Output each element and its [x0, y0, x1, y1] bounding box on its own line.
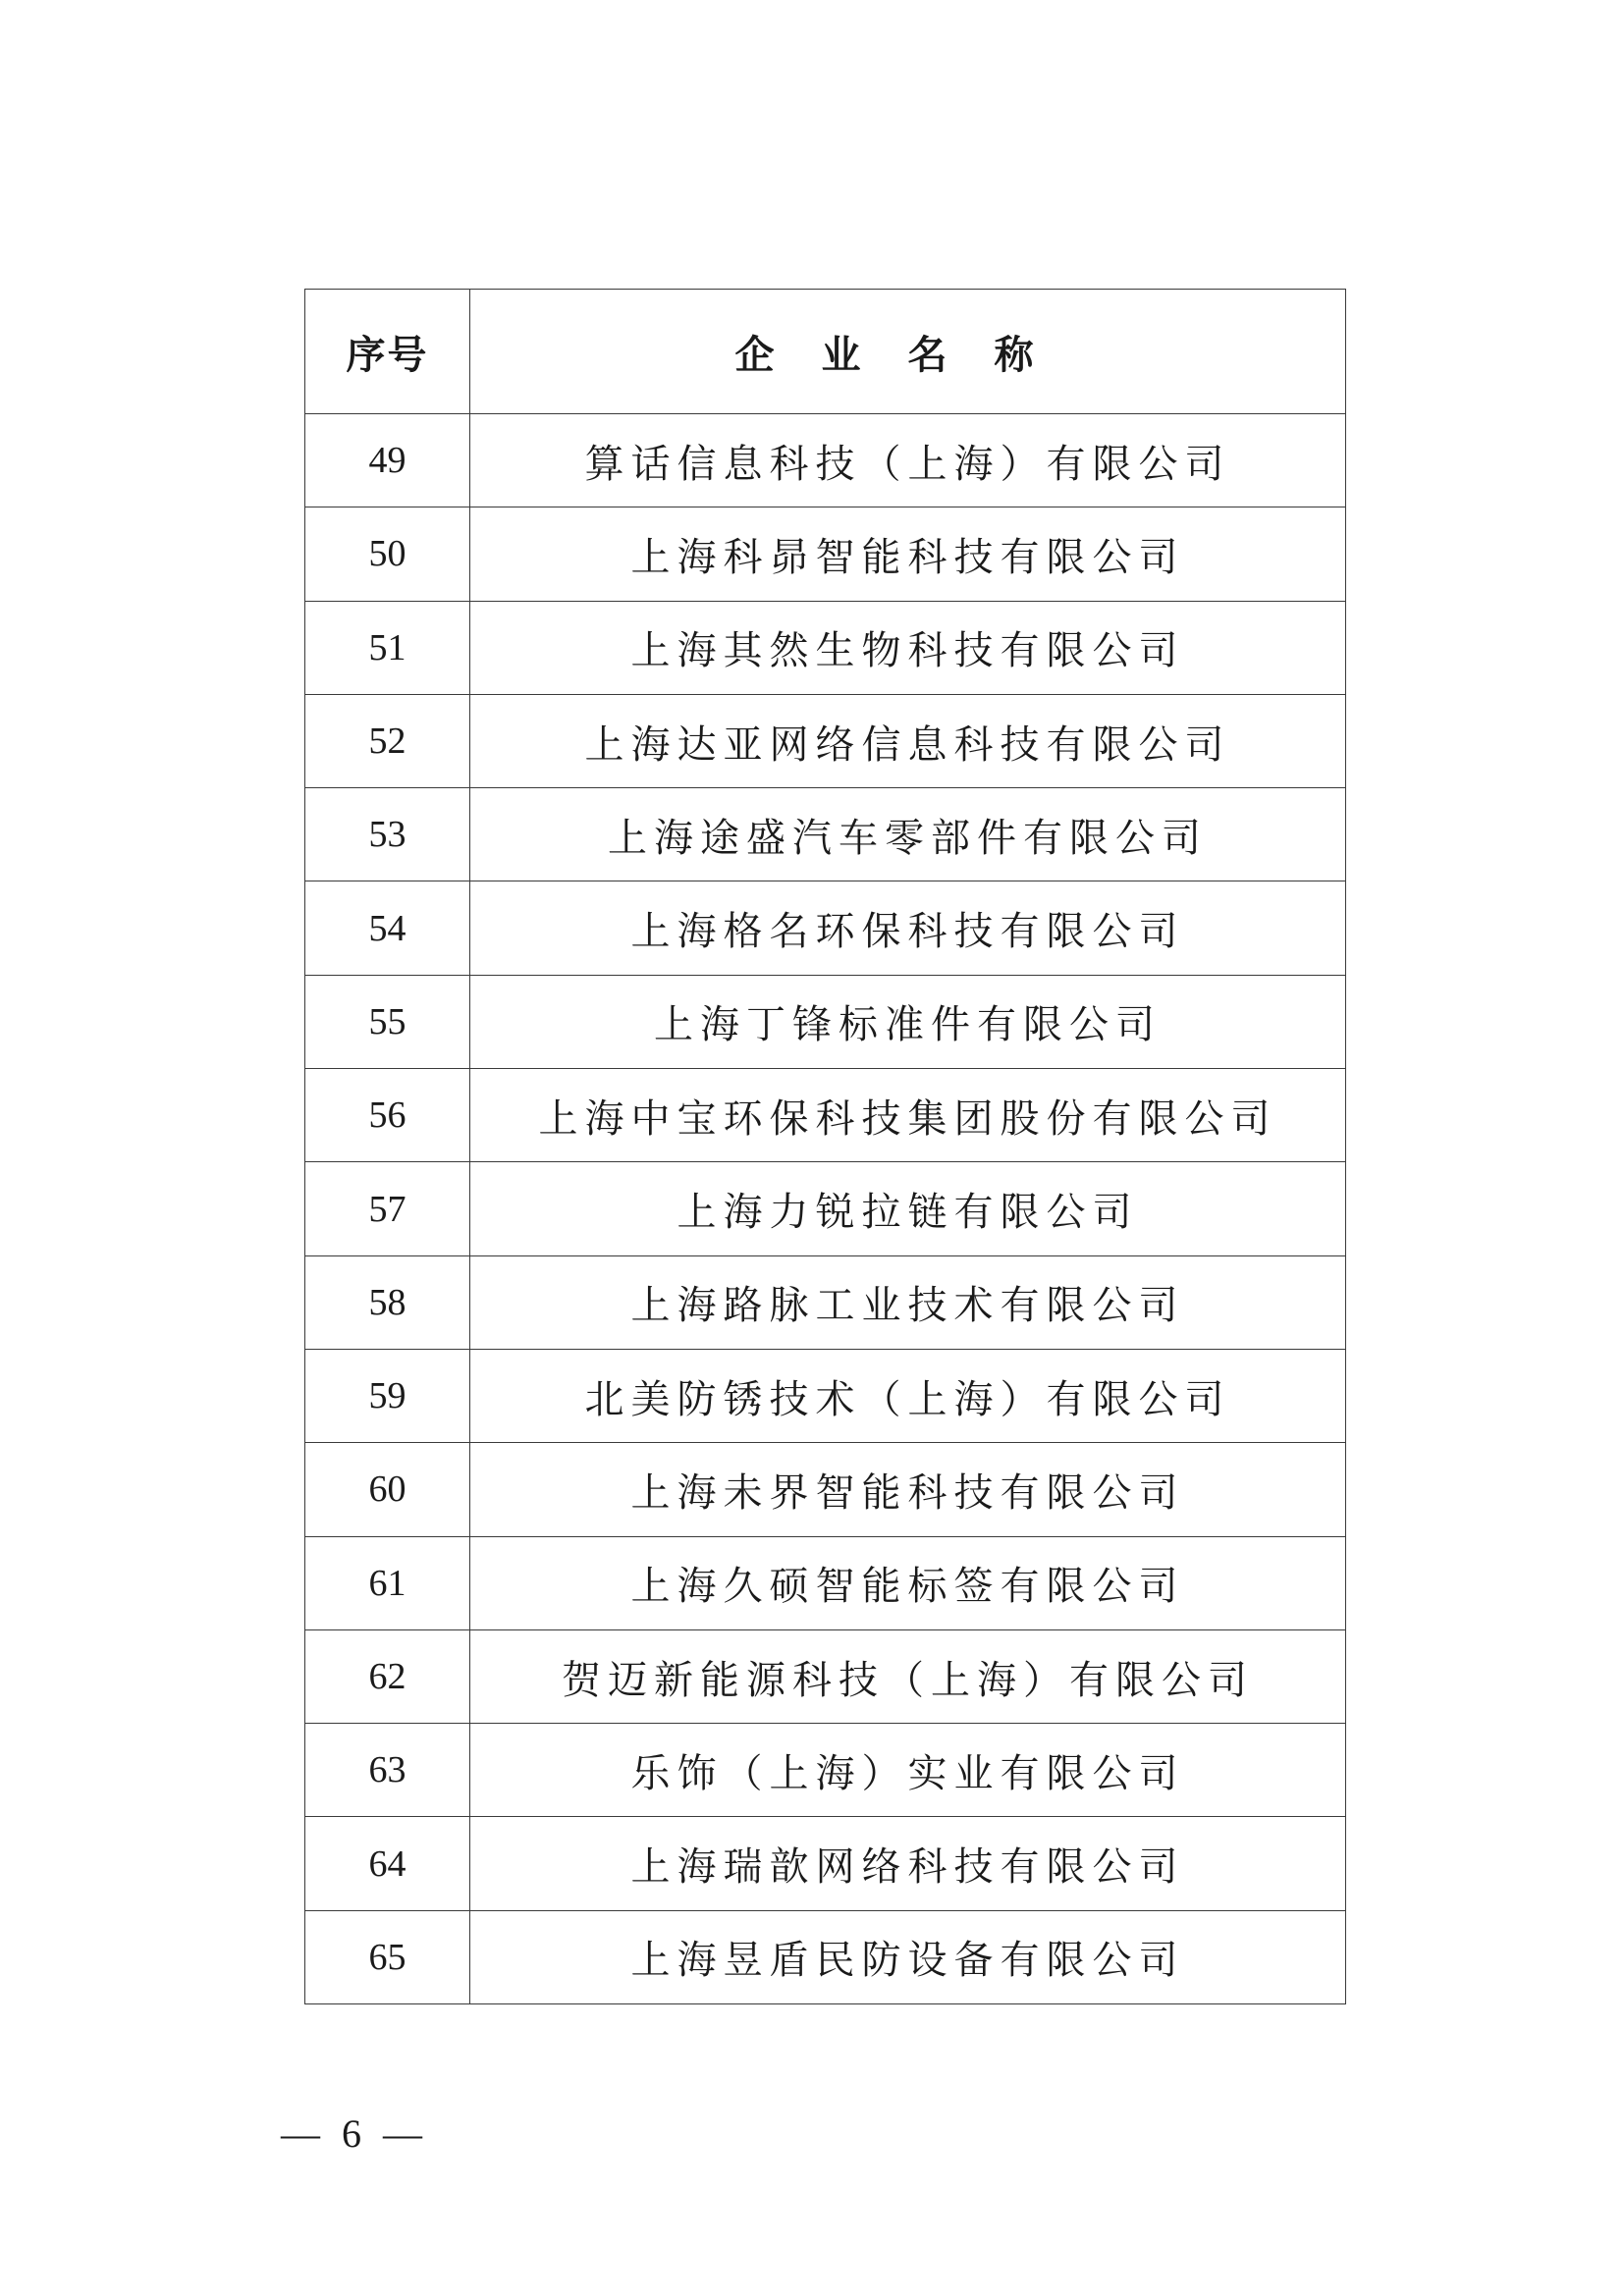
row-company-name: 算话信息科技（上海）有限公司 [470, 414, 1346, 507]
table-row [305, 788, 1346, 881]
row-company-name: 上海昱盾民防设备有限公司 [470, 1910, 1346, 2003]
row-company-name: 上海其然生物科技有限公司 [470, 601, 1346, 694]
header-serial-number: 序号 [305, 290, 470, 414]
row-serial-number: 61 [305, 1536, 470, 1629]
row-serial-number: 60 [305, 1443, 470, 1536]
table-row [305, 507, 1346, 601]
table-row [305, 975, 1346, 1068]
row-company-name: 上海格名环保科技有限公司 [470, 881, 1346, 975]
row-company-name: 北美防锈技术（上海）有限公司 [470, 1349, 1346, 1442]
table-row [305, 414, 1346, 507]
table-row [305, 1910, 1346, 2003]
row-serial-number: 51 [305, 601, 470, 694]
table-row [305, 1629, 1346, 1723]
row-serial-number: 50 [305, 507, 470, 601]
table-row [305, 1349, 1346, 1442]
table-row [305, 694, 1346, 787]
page-number: — 6 — [281, 2111, 428, 2156]
row-company-name: 乐饰（上海）实业有限公司 [470, 1724, 1346, 1817]
company-list-table [304, 289, 1346, 2004]
row-serial-number: 63 [305, 1724, 470, 1817]
row-company-name: 上海久硕智能标签有限公司 [470, 1536, 1346, 1629]
row-serial-number: 65 [305, 1910, 470, 2003]
row-company-name: 上海力锐拉链有限公司 [470, 1162, 1346, 1255]
row-serial-number: 53 [305, 788, 470, 881]
row-company-name: 上海未界智能科技有限公司 [470, 1443, 1346, 1536]
row-serial-number: 56 [305, 1069, 470, 1162]
row-company-name: 上海科昴智能科技有限公司 [470, 507, 1346, 601]
row-company-name: 上海中宝环保科技集团股份有限公司 [470, 1069, 1346, 1162]
table-row [305, 1443, 1346, 1536]
row-serial-number: 64 [305, 1817, 470, 1910]
row-company-name: 上海丁锋标准件有限公司 [470, 975, 1346, 1068]
row-company-name: 贺迈新能源科技（上海）有限公司 [470, 1629, 1346, 1723]
row-serial-number: 58 [305, 1255, 470, 1349]
table-row [305, 1069, 1346, 1162]
table-row [305, 601, 1346, 694]
table-row [305, 881, 1346, 975]
row-company-name: 上海途盛汽车零部件有限公司 [470, 788, 1346, 881]
row-serial-number: 49 [305, 414, 470, 507]
row-serial-number: 57 [305, 1162, 470, 1255]
table-row [305, 1817, 1346, 1910]
table-row [305, 1255, 1346, 1349]
table-row [305, 1724, 1346, 1817]
row-serial-number: 52 [305, 694, 470, 787]
row-company-name: 上海瑞歆网络科技有限公司 [470, 1817, 1346, 1910]
row-company-name: 上海达亚网络信息科技有限公司 [470, 694, 1346, 787]
table-header-row [305, 290, 1346, 414]
row-serial-number: 59 [305, 1349, 470, 1442]
row-serial-number: 55 [305, 975, 470, 1068]
header-company-name: 企业名称 [470, 290, 1346, 414]
table-row [305, 1162, 1346, 1255]
table-row [305, 1536, 1346, 1629]
row-serial-number: 54 [305, 881, 470, 975]
row-company-name: 上海路脉工业技术有限公司 [470, 1255, 1346, 1349]
row-serial-number: 62 [305, 1629, 470, 1723]
